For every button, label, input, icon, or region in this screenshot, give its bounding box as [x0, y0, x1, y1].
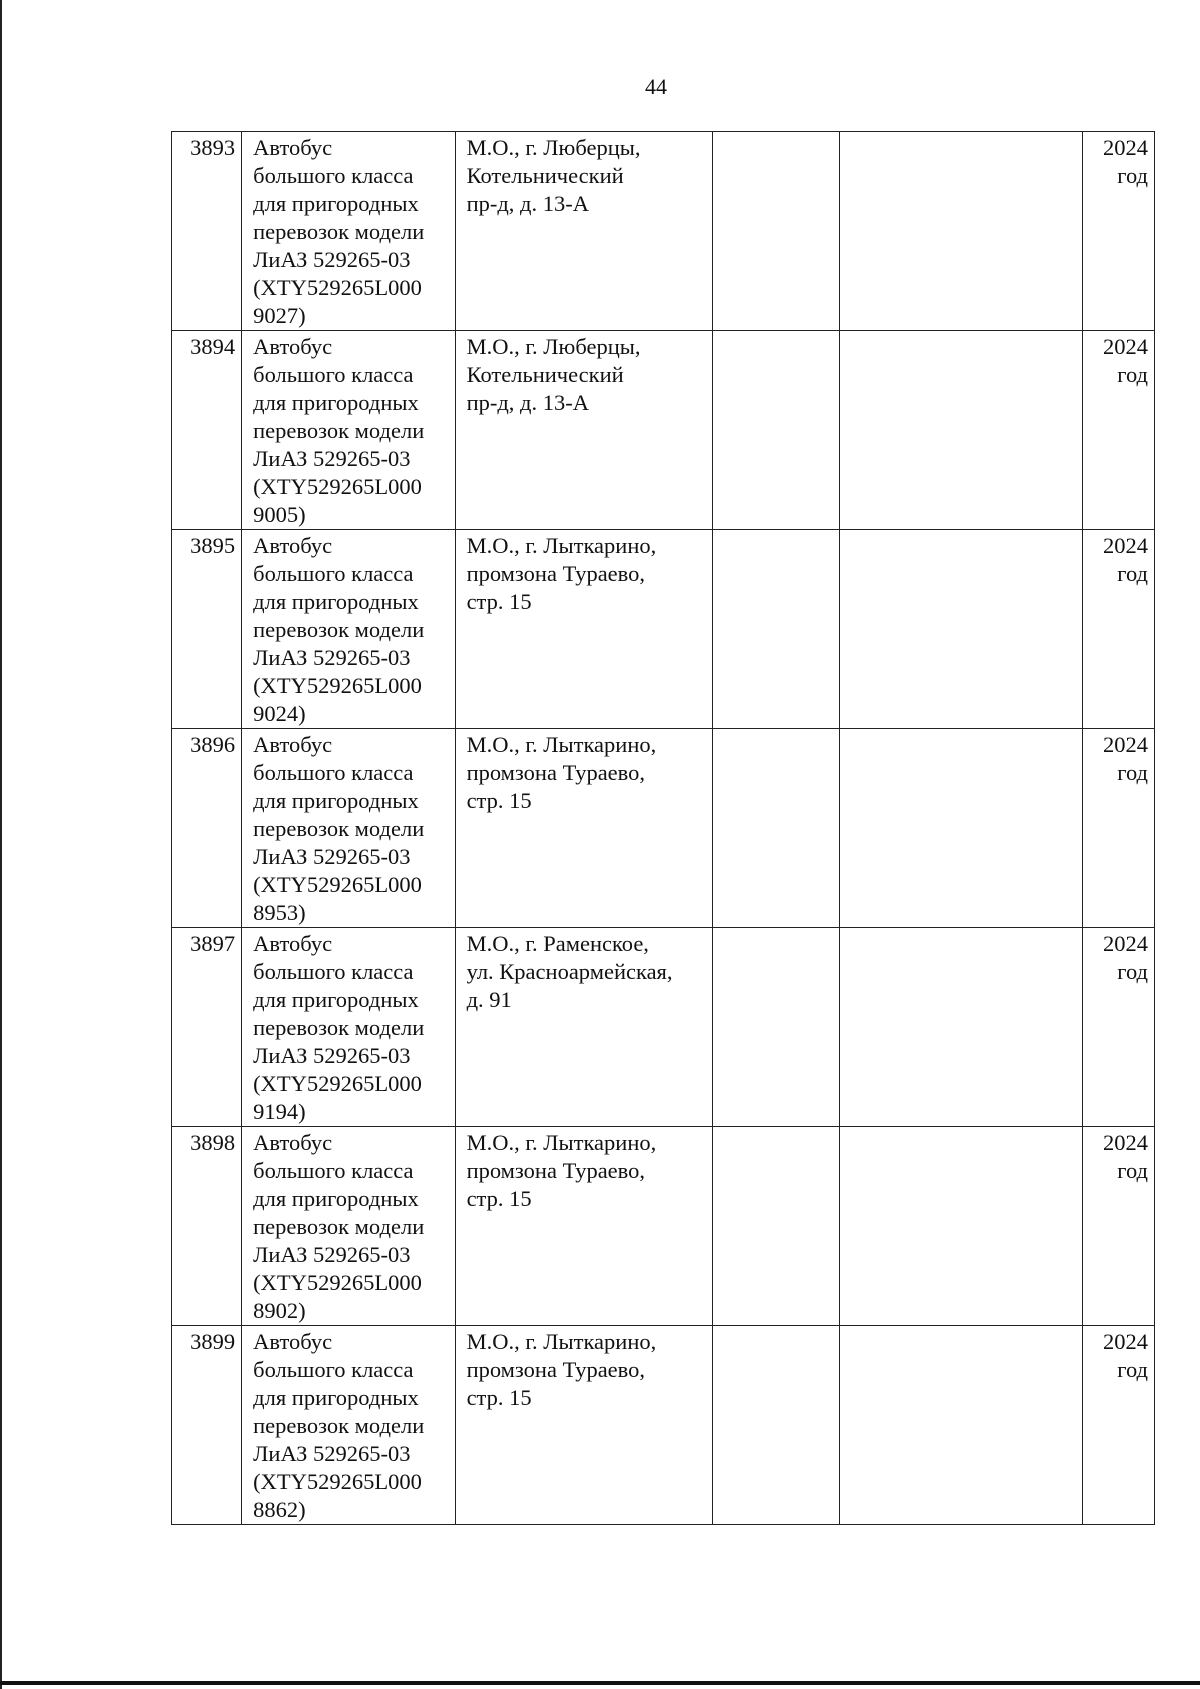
- vehicle-name: Автобус большого класса для пригородных перевозок модели ЛиАЗ 529265-03 (XTY529265L000 8953): [253, 732, 425, 925]
- year: 2024 год: [1103, 732, 1148, 785]
- empty-cell-5: [840, 928, 1082, 1127]
- row-number-cell: [172, 1127, 242, 1326]
- empty-cell-5: [840, 1326, 1082, 1525]
- vehicle-table: [171, 131, 1155, 1525]
- address-cell: [455, 1127, 713, 1326]
- table-row: [172, 1127, 1155, 1326]
- year: 2024 год: [1103, 135, 1148, 188]
- table-row: [172, 132, 1155, 331]
- vehicle-name: Автобус большого класса для пригородных перевозок модели ЛиАЗ 529265-03 (XTY529265L000 9194): [253, 931, 425, 1124]
- table-row: [172, 928, 1155, 1127]
- page-number: 44: [645, 74, 667, 99]
- page-edge-bottom: [0, 1681, 1200, 1685]
- table-row: [172, 331, 1155, 530]
- address-cell: [455, 729, 713, 928]
- empty-cell-5: [840, 729, 1082, 928]
- empty-cell-4: [713, 928, 840, 1127]
- year-cell: [1082, 1326, 1154, 1525]
- empty-cell-5: [840, 132, 1082, 331]
- address: М.О., г. Лыткарино, промзона Тураево, стр. 15: [466, 1130, 657, 1211]
- empty-cell-4: [713, 1127, 840, 1326]
- year-cell: [1082, 530, 1154, 729]
- table-row: [172, 1326, 1155, 1525]
- row-number-cell: [172, 530, 242, 729]
- empty-cell-5: [840, 530, 1082, 729]
- row-number: 3895: [190, 533, 236, 558]
- row-number: 3894: [190, 334, 236, 359]
- address: М.О., г. Раменское, ул. Красноармейская, д. 91: [466, 931, 673, 1012]
- page-edge-left: [0, 0, 2, 1689]
- row-number-cell: [172, 1326, 242, 1525]
- year-cell: [1082, 928, 1154, 1127]
- address-cell: [455, 1326, 713, 1525]
- row-number-cell: [172, 132, 242, 331]
- row-number: 3898: [190, 1130, 236, 1155]
- year-cell: [1082, 1127, 1154, 1326]
- vehicle-name-cell: [242, 729, 455, 928]
- empty-cell-4: [713, 331, 840, 530]
- row-number-cell: [172, 928, 242, 1127]
- vehicle-name-cell: [242, 132, 455, 331]
- vehicle-name: Автобус большого класса для пригородных перевозок модели ЛиАЗ 529265-03 (XTY529265L000 9024): [253, 533, 425, 726]
- vehicle-name-cell: [242, 1127, 455, 1326]
- empty-cell-5: [840, 1127, 1082, 1326]
- row-number-cell: [172, 729, 242, 928]
- vehicle-name-cell: [242, 530, 455, 729]
- row-number-cell: [172, 331, 242, 530]
- address: М.О., г. Люберцы, Котельнический пр-д, д. 13-А: [466, 135, 641, 216]
- vehicle-name: Автобус большого класса для пригородных перевозок модели ЛиАЗ 529265-03 (XTY529265L000 9027): [253, 135, 425, 328]
- vehicle-name: Автобус большого класса для пригородных перевозок модели ЛиАЗ 529265-03 (XTY529265L000 8902): [253, 1130, 425, 1323]
- year: 2024 год: [1103, 334, 1148, 387]
- row-number: 3897: [190, 931, 236, 956]
- address-cell: [455, 331, 713, 530]
- year: 2024 год: [1103, 931, 1148, 984]
- empty-cell-4: [713, 729, 840, 928]
- empty-cell-4: [713, 1326, 840, 1525]
- year-cell: [1082, 331, 1154, 530]
- vehicle-name-cell: [242, 928, 455, 1127]
- empty-cell-5: [840, 331, 1082, 530]
- address: М.О., г. Люберцы, Котельнический пр-д, д. 13-А: [466, 334, 641, 415]
- row-number: 3899: [190, 1329, 236, 1354]
- table-row: [172, 729, 1155, 928]
- year: 2024 год: [1103, 533, 1148, 586]
- year: 2024 год: [1103, 1329, 1148, 1382]
- year-cell: [1082, 132, 1154, 331]
- row-number: 3893: [190, 135, 236, 160]
- year: 2024 год: [1103, 1130, 1148, 1183]
- address-cell: [455, 132, 713, 331]
- row-number: 3896: [190, 732, 236, 757]
- vehicle-name-cell: [242, 331, 455, 530]
- empty-cell-4: [713, 530, 840, 729]
- address: М.О., г. Лыткарино, промзона Тураево, стр. 15: [466, 732, 657, 813]
- year-cell: [1082, 729, 1154, 928]
- vehicle-name: Автобус большого класса для пригородных перевозок модели ЛиАЗ 529265-03 (XTY529265L000 9005): [253, 334, 425, 527]
- address-cell: [455, 928, 713, 1127]
- address: М.О., г. Лыткарино, промзона Тураево, стр. 15: [466, 533, 657, 614]
- address-cell: [455, 530, 713, 729]
- vehicle-name-cell: [242, 1326, 455, 1525]
- empty-cell-4: [713, 132, 840, 331]
- address: М.О., г. Лыткарино, промзона Тураево, стр. 15: [466, 1329, 657, 1410]
- vehicle-table-body: [172, 132, 1155, 1525]
- table-row: [172, 530, 1155, 729]
- vehicle-name: Автобус большого класса для пригородных перевозок модели ЛиАЗ 529265-03 (XTY529265L000 8862): [253, 1329, 425, 1522]
